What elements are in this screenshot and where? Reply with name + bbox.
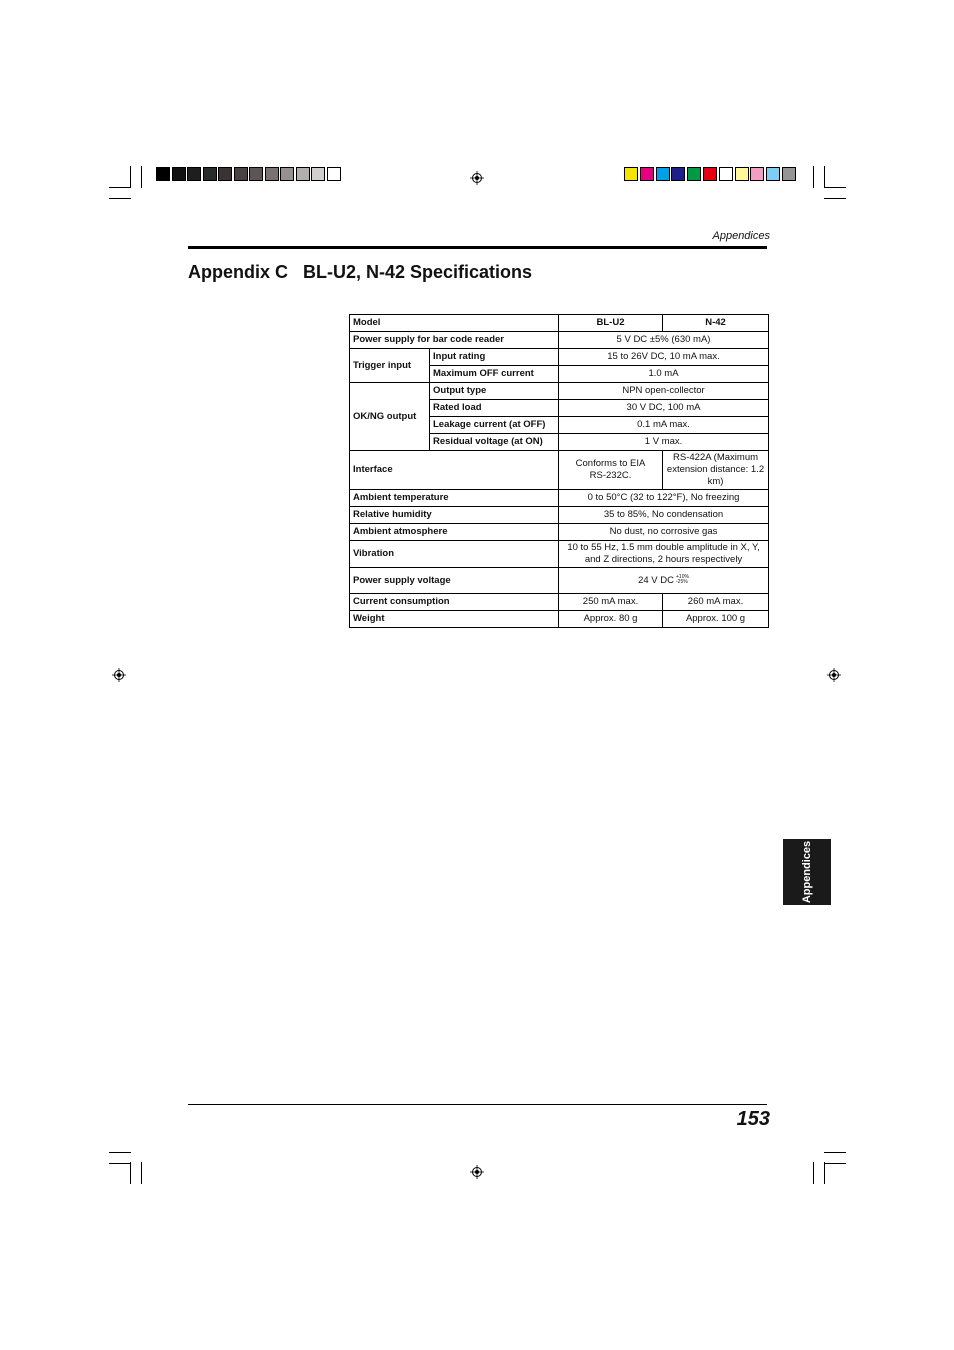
crop-mark <box>109 1152 131 1153</box>
color-swatch <box>249 167 263 181</box>
row-value: 0 to 50°C (32 to 122°F), No freezing <box>559 490 769 507</box>
table-row <box>350 451 769 490</box>
crop-mark <box>109 1163 131 1164</box>
table-row <box>350 332 769 349</box>
table-row <box>350 490 769 507</box>
row-label: Vibration <box>350 541 559 568</box>
group-label: Trigger input <box>350 349 430 383</box>
color-swatch <box>327 167 341 181</box>
row-label: Ambient atmosphere <box>350 524 559 541</box>
crop-mark <box>824 166 825 188</box>
row-value-n-42: 260 mA max. <box>663 594 769 611</box>
row-label: Residual voltage (at ON) <box>430 434 559 451</box>
column-header-bl-u2: BL-U2 <box>559 315 663 332</box>
color-swatch <box>766 167 780 181</box>
row-label: Power supply for bar code reader <box>350 332 559 349</box>
color-swatch <box>640 167 654 181</box>
table-row <box>350 568 769 594</box>
row-value: 0.1 mA max. <box>559 417 769 434</box>
crop-mark <box>109 187 131 188</box>
table-row <box>350 315 769 332</box>
table-row <box>350 524 769 541</box>
row-label: Interface <box>350 451 559 490</box>
registration-mark-icon <box>827 668 841 682</box>
color-swatch <box>203 167 217 181</box>
crop-mark <box>813 166 814 188</box>
crop-mark <box>141 1162 142 1184</box>
column-header-n-42: N-42 <box>663 315 769 332</box>
row-label: Ambient temperature <box>350 490 559 507</box>
row-value-bl-u2: Conforms to EIA RS-232C. <box>559 451 663 490</box>
running-header: Appendices <box>712 230 770 242</box>
footer-rule <box>188 1104 767 1105</box>
crop-mark <box>141 166 142 188</box>
row-value: 35 to 85%, No condensation <box>559 507 769 524</box>
header-rule <box>188 246 767 249</box>
row-value: 10 to 55 Hz, 1.5 mm double amplitude in X, Y, and Z directions, 2 hours respectively <box>559 541 769 568</box>
row-value: 15 to 26V DC, 10 mA max. <box>559 349 769 366</box>
row-value-bl-u2: 250 mA max. <box>559 594 663 611</box>
crop-mark <box>130 166 131 188</box>
color-swatch <box>311 167 325 181</box>
table-row <box>350 383 769 400</box>
row-value: 1 V max. <box>559 434 769 451</box>
color-swatch <box>687 167 701 181</box>
color-swatch <box>703 167 717 181</box>
tolerance-minus: -25% <box>676 578 688 585</box>
table-row <box>350 349 769 366</box>
crop-mark <box>824 187 846 188</box>
color-swatch <box>187 167 201 181</box>
color-swatch <box>782 167 796 181</box>
row-label: Current consumption <box>350 594 559 611</box>
tolerance-plus: +10% <box>676 573 689 580</box>
row-value <box>559 568 769 594</box>
color-swatch <box>656 167 670 181</box>
page-number: 153 <box>736 1108 770 1130</box>
group-label: OK/NG output <box>350 383 430 451</box>
color-swatch <box>218 167 232 181</box>
row-value: NPN open-collector <box>559 383 769 400</box>
row-value: 30 V DC, 100 mA <box>559 400 769 417</box>
color-swatch <box>156 167 170 181</box>
color-swatch <box>296 167 310 181</box>
color-swatch <box>671 167 685 181</box>
side-tab-label: Appendices <box>801 840 813 904</box>
row-label: Rated load <box>430 400 559 417</box>
row-label: Power supply voltage <box>350 568 559 594</box>
row-label: Leakage current (at OFF) <box>430 417 559 434</box>
color-swatch <box>719 167 733 181</box>
row-value-n-42: RS-422A (Maximum extension distance: 1.2 km) <box>663 451 769 490</box>
tolerance <box>676 575 689 585</box>
row-label: Input rating <box>430 349 559 366</box>
row-value: 1.0 mA <box>559 366 769 383</box>
row-value-bl-u2: Approx. 80 g <box>559 611 663 628</box>
page-title: Appendix C BL-U2, N-42 Specifications <box>188 262 533 282</box>
crop-mark <box>824 1163 846 1164</box>
registration-mark-icon <box>470 171 484 185</box>
row-value: No dust, no corrosive gas <box>559 524 769 541</box>
row-label: Model <box>350 315 559 332</box>
section-side-tab <box>783 839 831 905</box>
table-row <box>350 541 769 568</box>
table-row <box>350 594 769 611</box>
registration-mark-icon <box>470 1165 484 1179</box>
color-swatch <box>265 167 279 181</box>
row-value: 5 V DC ±5% (630 mA) <box>559 332 769 349</box>
color-swatch <box>624 167 638 181</box>
voltage-value: 24 V DC <box>638 574 674 586</box>
color-swatch <box>234 167 248 181</box>
crop-mark <box>824 198 846 199</box>
crop-mark <box>824 1152 846 1153</box>
row-value-n-42: Approx. 100 g <box>663 611 769 628</box>
registration-mark-icon <box>112 668 126 682</box>
row-label: Output type <box>430 383 559 400</box>
color-swatch <box>172 167 186 181</box>
specifications-table <box>349 314 769 628</box>
crop-mark <box>824 1162 825 1184</box>
row-label: Maximum OFF current <box>430 366 559 383</box>
color-swatch <box>735 167 749 181</box>
crop-mark <box>130 1162 131 1184</box>
table-row <box>350 507 769 524</box>
row-label: Weight <box>350 611 559 628</box>
table-row <box>350 611 769 628</box>
color-swatch <box>750 167 764 181</box>
crop-mark <box>813 1162 814 1184</box>
crop-mark <box>109 198 131 199</box>
row-label: Relative humidity <box>350 507 559 524</box>
color-swatch <box>280 167 294 181</box>
